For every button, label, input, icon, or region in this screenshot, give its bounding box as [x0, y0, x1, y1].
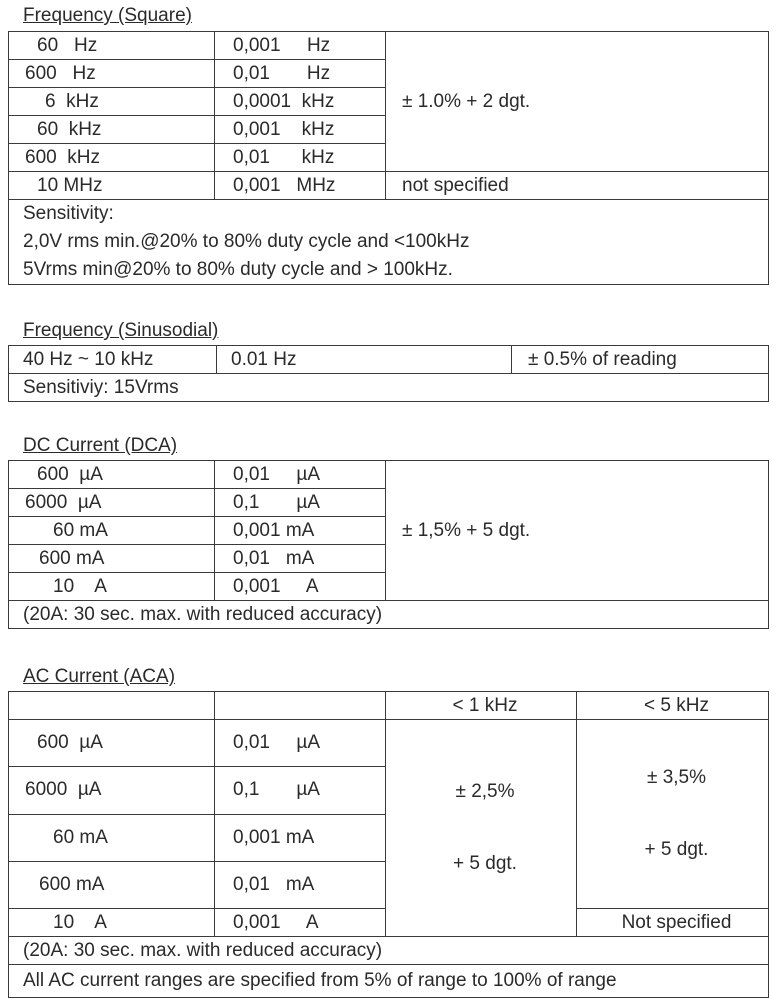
range-cell: 60 mA: [9, 814, 215, 861]
resolution-cell: 0,01 µA: [215, 720, 386, 767]
range-cell: 6000 µA: [9, 489, 215, 517]
range-cell: 60 kHz: [9, 116, 215, 144]
dc-note: (20A: 30 sec. max. with reduced accuracy): [9, 601, 769, 629]
freq-sine-title: Frequency (Sinusodial): [23, 320, 219, 341]
accuracy-1khz-cell: [386, 720, 577, 937]
range-cell: 60 mA: [9, 517, 215, 545]
header-empty-cell: [9, 692, 215, 720]
ac-note-ranges: All AC current ranges are specified from 5% of range to 100% of range: [9, 965, 769, 998]
range-cell: 6 kHz: [9, 88, 215, 116]
resolution-cell: 0,01 µA: [215, 461, 386, 489]
table-row: [9, 720, 769, 767]
range-cell: 10 A: [9, 573, 215, 601]
table-row: [9, 692, 769, 720]
range-cell: 10 A: [9, 909, 215, 937]
resolution-cell: 0,1 µA: [215, 489, 386, 517]
resolution-cell: 0,1 µA: [215, 767, 386, 814]
header-5khz: < 5 kHz: [577, 692, 769, 720]
sensitivity-line: 2,0V rms min.@20% to 80% duty cycle and <100kHz: [23, 231, 470, 252]
range-cell: 600 mA: [9, 861, 215, 908]
sensitivity-line: 5Vrms min@20% to 80% duty cycle and > 100kHz.: [23, 259, 453, 280]
accuracy-cell: not specified: [386, 172, 769, 200]
table-row: [9, 200, 769, 285]
range-cell: 600 Hz: [9, 60, 215, 88]
dc-current-title: DC Current (DCA): [23, 435, 178, 456]
accuracy-line: + 5 dgt.: [644, 839, 709, 860]
header-empty-cell: [215, 692, 386, 720]
resolution-cell: 0,01 kHz: [215, 144, 386, 172]
resolution-cell: 0.01 Hz: [217, 346, 512, 374]
accuracy-cell: ± 1.0% + 2 dgt.: [386, 32, 769, 172]
resolution-cell: 0,01 mA: [215, 861, 386, 908]
table-row: [9, 172, 769, 200]
accuracy-cell: ± 0.5% of reading: [512, 346, 769, 374]
resolution-cell: 0,001 A: [215, 909, 386, 937]
accuracy-cell: ± 1,5% + 5 dgt.: [386, 461, 769, 601]
sensitivity-label: Sensitivity:: [23, 203, 114, 224]
range-cell: 600 µA: [9, 461, 215, 489]
sensitivity-note: Sensitiviy: 15Vrms: [9, 374, 769, 402]
resolution-cell: 0,0001 kHz: [215, 88, 386, 116]
resolution-cell: 0,001 MHz: [215, 172, 386, 200]
table-row: [9, 374, 769, 402]
range-cell: 600 µA: [9, 720, 215, 767]
accuracy-5khz-last: Not specified: [577, 909, 769, 937]
range-cell: 600 kHz: [9, 144, 215, 172]
range-cell: 40 Hz ~ 10 kHz: [9, 346, 217, 374]
ac-current-title: AC Current (ACA): [23, 666, 176, 687]
freq-square-table: [8, 31, 769, 285]
accuracy-5khz-cell: [577, 720, 769, 909]
accuracy-line: ± 2,5%: [455, 781, 515, 802]
resolution-cell: 0,01 Hz: [215, 60, 386, 88]
dc-current-table: [8, 460, 769, 629]
range-cell: 60 Hz: [9, 32, 215, 60]
range-cell: 10 MHz: [9, 172, 215, 200]
table-row: [9, 346, 769, 374]
header-1khz: < 1 kHz: [386, 692, 577, 720]
table-row: [9, 32, 769, 60]
table-row: [9, 601, 769, 629]
accuracy-line: ± 3,5%: [646, 767, 706, 788]
resolution-cell: 0,01 mA: [215, 545, 386, 573]
resolution-cell: 0,001 A: [215, 573, 386, 601]
resolution-cell: 0,001 mA: [215, 517, 386, 545]
accuracy-line: + 5 dgt.: [453, 853, 517, 874]
table-row: [9, 461, 769, 489]
range-cell: 600 mA: [9, 545, 215, 573]
ac-note: (20A: 30 sec. max. with reduced accuracy): [9, 937, 769, 965]
table-row: [9, 937, 769, 965]
freq-sine-table: [8, 345, 769, 402]
range-cell: 6000 µA: [9, 767, 215, 814]
resolution-cell: 0,001 kHz: [215, 116, 386, 144]
freq-square-title: Frequency (Square): [23, 5, 192, 26]
table-row: [9, 965, 769, 998]
resolution-cell: 0,001 Hz: [215, 32, 386, 60]
ac-current-table: [8, 691, 769, 998]
sensitivity-note: [9, 200, 769, 285]
resolution-cell: 0,001 mA: [215, 814, 386, 861]
